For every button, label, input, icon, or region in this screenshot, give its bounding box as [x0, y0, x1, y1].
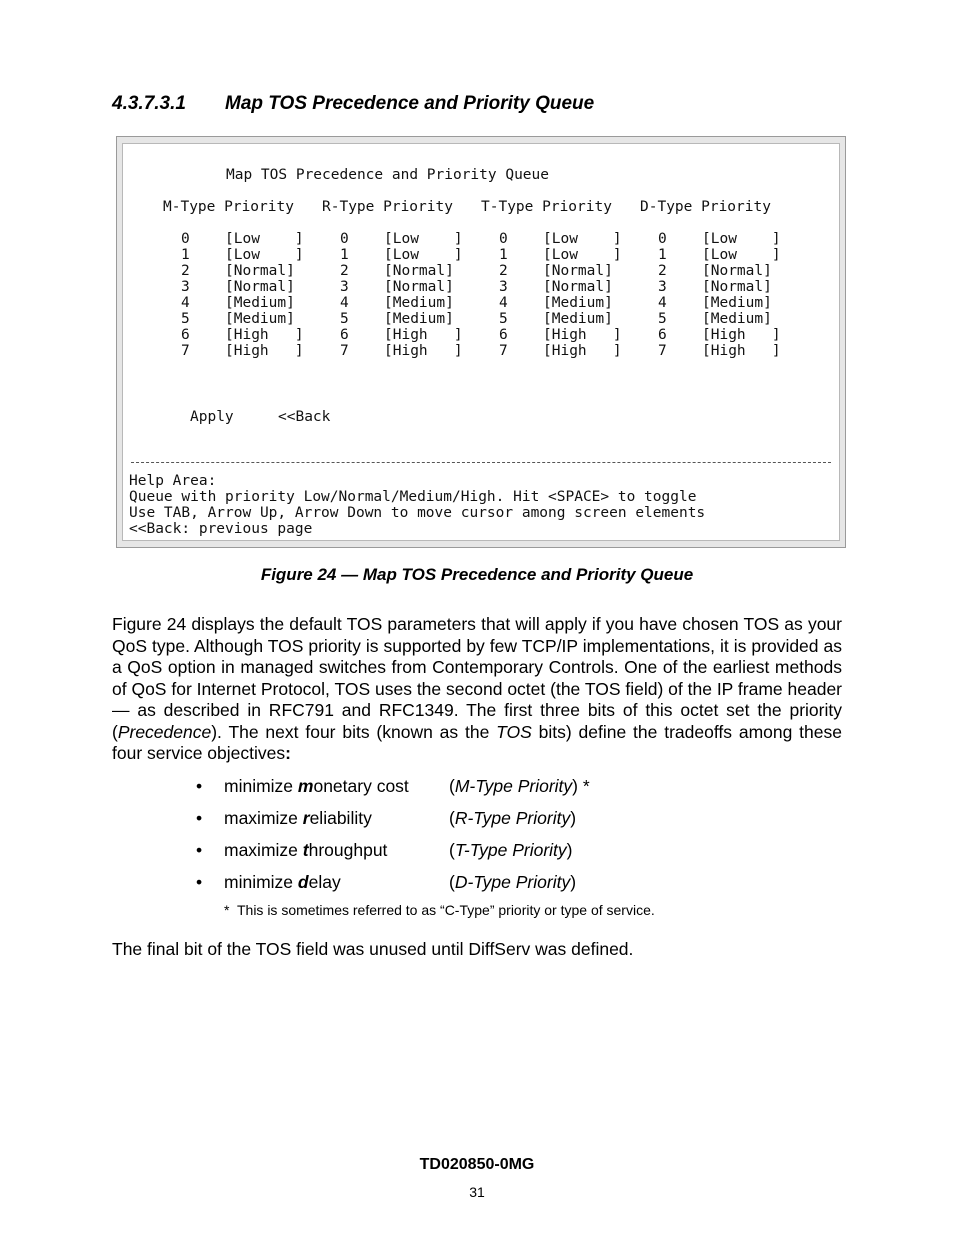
priority-toggle[interactable]: [High ]: [225, 343, 304, 359]
final-sentence: The final bit of the TOS field was unused until DiffServ was defined.: [112, 939, 634, 959]
precedence-value: 4: [499, 295, 508, 311]
precedence-value: 6: [658, 327, 667, 343]
precedence-value: 1: [340, 247, 349, 263]
objective-text: maximize throughput: [224, 840, 388, 860]
objective-text: maximize reliability: [224, 808, 372, 828]
objective-type: (M-Type Priority) *: [449, 776, 590, 796]
precedence-value: 1: [658, 247, 667, 263]
priority-toggle[interactable]: [Low ]: [702, 247, 781, 263]
precedence-value: 7: [340, 343, 349, 359]
priority-toggle[interactable]: [Low ]: [384, 231, 463, 247]
priority-toggle[interactable]: [Medium]: [543, 311, 613, 327]
precedence-value: 3: [658, 279, 667, 295]
precedence-value: 3: [181, 279, 190, 295]
objective-text: minimize delay: [224, 872, 341, 892]
bullet-dot: •: [196, 840, 203, 860]
priority-toggle[interactable]: [Low ]: [225, 247, 304, 263]
precedence-value: 0: [658, 231, 667, 247]
precedence-value: 4: [340, 295, 349, 311]
precedence-value: 2: [181, 263, 190, 279]
precedence-value: 6: [340, 327, 349, 343]
precedence-value: 6: [181, 327, 190, 343]
objective-text: minimize monetary cost: [224, 776, 409, 796]
precedence-value: 2: [658, 263, 667, 279]
objective-type: (T-Type Priority): [449, 840, 573, 860]
priority-toggle[interactable]: [Medium]: [702, 295, 772, 311]
paragraph-text: Figure 24 displays the default TOS parameters that will apply if you have chosen TOS as your QoS type. Although TOS priority is supported by few TCP/IP implementations, it is provided as a QoS option in managed switches from Contemporary Controls. One of the earliest methods of QoS for Internet Protocol, TOS uses the second octet (the TOS field) of the IP frame header — as described in RFC791 and RFC1349. The first three bits of this octet set the priority (: [112, 614, 842, 742]
priority-toggle[interactable]: [Medium]: [384, 311, 454, 327]
help-line: Queue with priority Low/Normal/Medium/High. Hit <SPACE> to toggle: [129, 489, 697, 505]
precedence-value: 0: [181, 231, 190, 247]
column-header: M-Type Priority: [163, 199, 294, 215]
bullet-dot: •: [196, 776, 203, 796]
help-line: Help Area:: [129, 473, 217, 489]
column-header: T-Type Priority: [481, 199, 612, 215]
priority-toggle[interactable]: [Normal]: [702, 279, 772, 295]
precedence-value: 7: [181, 343, 190, 359]
priority-toggle[interactable]: [High ]: [702, 327, 781, 343]
apply-button[interactable]: Apply: [190, 409, 234, 425]
precedence-value: 0: [499, 231, 508, 247]
precedence-value: 0: [340, 231, 349, 247]
precedence-value: 2: [499, 263, 508, 279]
precedence-value: 5: [181, 311, 190, 327]
precedence-value: 3: [340, 279, 349, 295]
back-button[interactable]: <<Back: [278, 409, 331, 425]
priority-toggle[interactable]: [Low ]: [225, 231, 304, 247]
priority-toggle[interactable]: [Low ]: [543, 247, 622, 263]
priority-toggle[interactable]: [Medium]: [225, 295, 295, 311]
precedence-value: 3: [499, 279, 508, 295]
precedence-value: 2: [340, 263, 349, 279]
priority-toggle[interactable]: [Normal]: [702, 263, 772, 279]
priority-toggle[interactable]: [Normal]: [225, 263, 295, 279]
precedence-value: 1: [499, 247, 508, 263]
help-line: <<Back: previous page: [129, 521, 313, 537]
precedence-value: 5: [340, 311, 349, 327]
paragraph-colon: :: [285, 743, 291, 763]
figure-caption: Figure 24 — Map TOS Precedence and Priority Queue: [260, 565, 694, 584]
precedence-value: 7: [658, 343, 667, 359]
priority-toggle[interactable]: [Low ]: [702, 231, 781, 247]
help-line: Use TAB, Arrow Up, Arrow Down to move cursor among screen elements: [129, 505, 706, 521]
precedence-value: 5: [658, 311, 667, 327]
precedence-value: 1: [181, 247, 190, 263]
priority-toggle[interactable]: [High ]: [702, 343, 781, 359]
priority-toggle[interactable]: [Low ]: [384, 247, 463, 263]
paragraph-text: bits) define the tradeoffs among these four service objectives: [112, 721, 842, 763]
bullet-dot: •: [196, 808, 203, 828]
document-number: TD020850-0MG: [419, 1156, 535, 1173]
priority-toggle[interactable]: [Low ]: [543, 231, 622, 247]
objective-type: (R-Type Priority): [449, 808, 577, 828]
priority-toggle[interactable]: [Normal]: [384, 279, 454, 295]
bullet-dot: •: [196, 872, 203, 892]
precedence-value: 5: [499, 311, 508, 327]
precedence-term: Precedence: [117, 721, 212, 742]
section-number: 4.3.7.3.1: [112, 93, 186, 114]
page-number: 31: [469, 1184, 485, 1200]
section-heading: [112, 93, 594, 115]
paragraph-text: ). The next four bits (known as the: [211, 721, 497, 742]
priority-toggle[interactable]: [High ]: [543, 327, 622, 343]
terminal-screen: [122, 143, 840, 541]
tos-term: TOS: [496, 721, 532, 742]
priority-toggle[interactable]: [Medium]: [543, 295, 613, 311]
priority-toggle[interactable]: [Normal]: [225, 279, 295, 295]
priority-toggle[interactable]: [High ]: [225, 327, 304, 343]
column-header: D-Type Priority: [640, 199, 771, 215]
body-paragraph: [112, 614, 842, 765]
priority-toggle[interactable]: [Normal]: [543, 279, 613, 295]
precedence-value: 7: [499, 343, 508, 359]
priority-toggle[interactable]: [Medium]: [384, 295, 454, 311]
precedence-value: 4: [181, 295, 190, 311]
terminal-screenshot: [116, 136, 846, 548]
help-divider: [131, 462, 831, 463]
precedence-value: 6: [499, 327, 508, 343]
section-title: Map TOS Precedence and Priority Queue: [225, 93, 595, 114]
priority-toggle[interactable]: [Medium]: [702, 311, 772, 327]
footnote: * This is sometimes referred to as “C-Type” priority or type of service.: [224, 902, 655, 918]
priority-toggle[interactable]: [Normal]: [384, 263, 454, 279]
priority-toggle[interactable]: [High ]: [384, 327, 463, 343]
priority-toggle[interactable]: [Medium]: [225, 311, 295, 327]
objective-type: (D-Type Priority): [449, 872, 577, 892]
priority-toggle[interactable]: [High ]: [543, 343, 622, 359]
terminal-title: Map TOS Precedence and Priority Queue: [226, 167, 550, 183]
priority-toggle[interactable]: [Normal]: [543, 263, 613, 279]
priority-toggle[interactable]: [High ]: [384, 343, 463, 359]
precedence-value: 4: [658, 295, 667, 311]
column-header: R-Type Priority: [322, 199, 453, 215]
